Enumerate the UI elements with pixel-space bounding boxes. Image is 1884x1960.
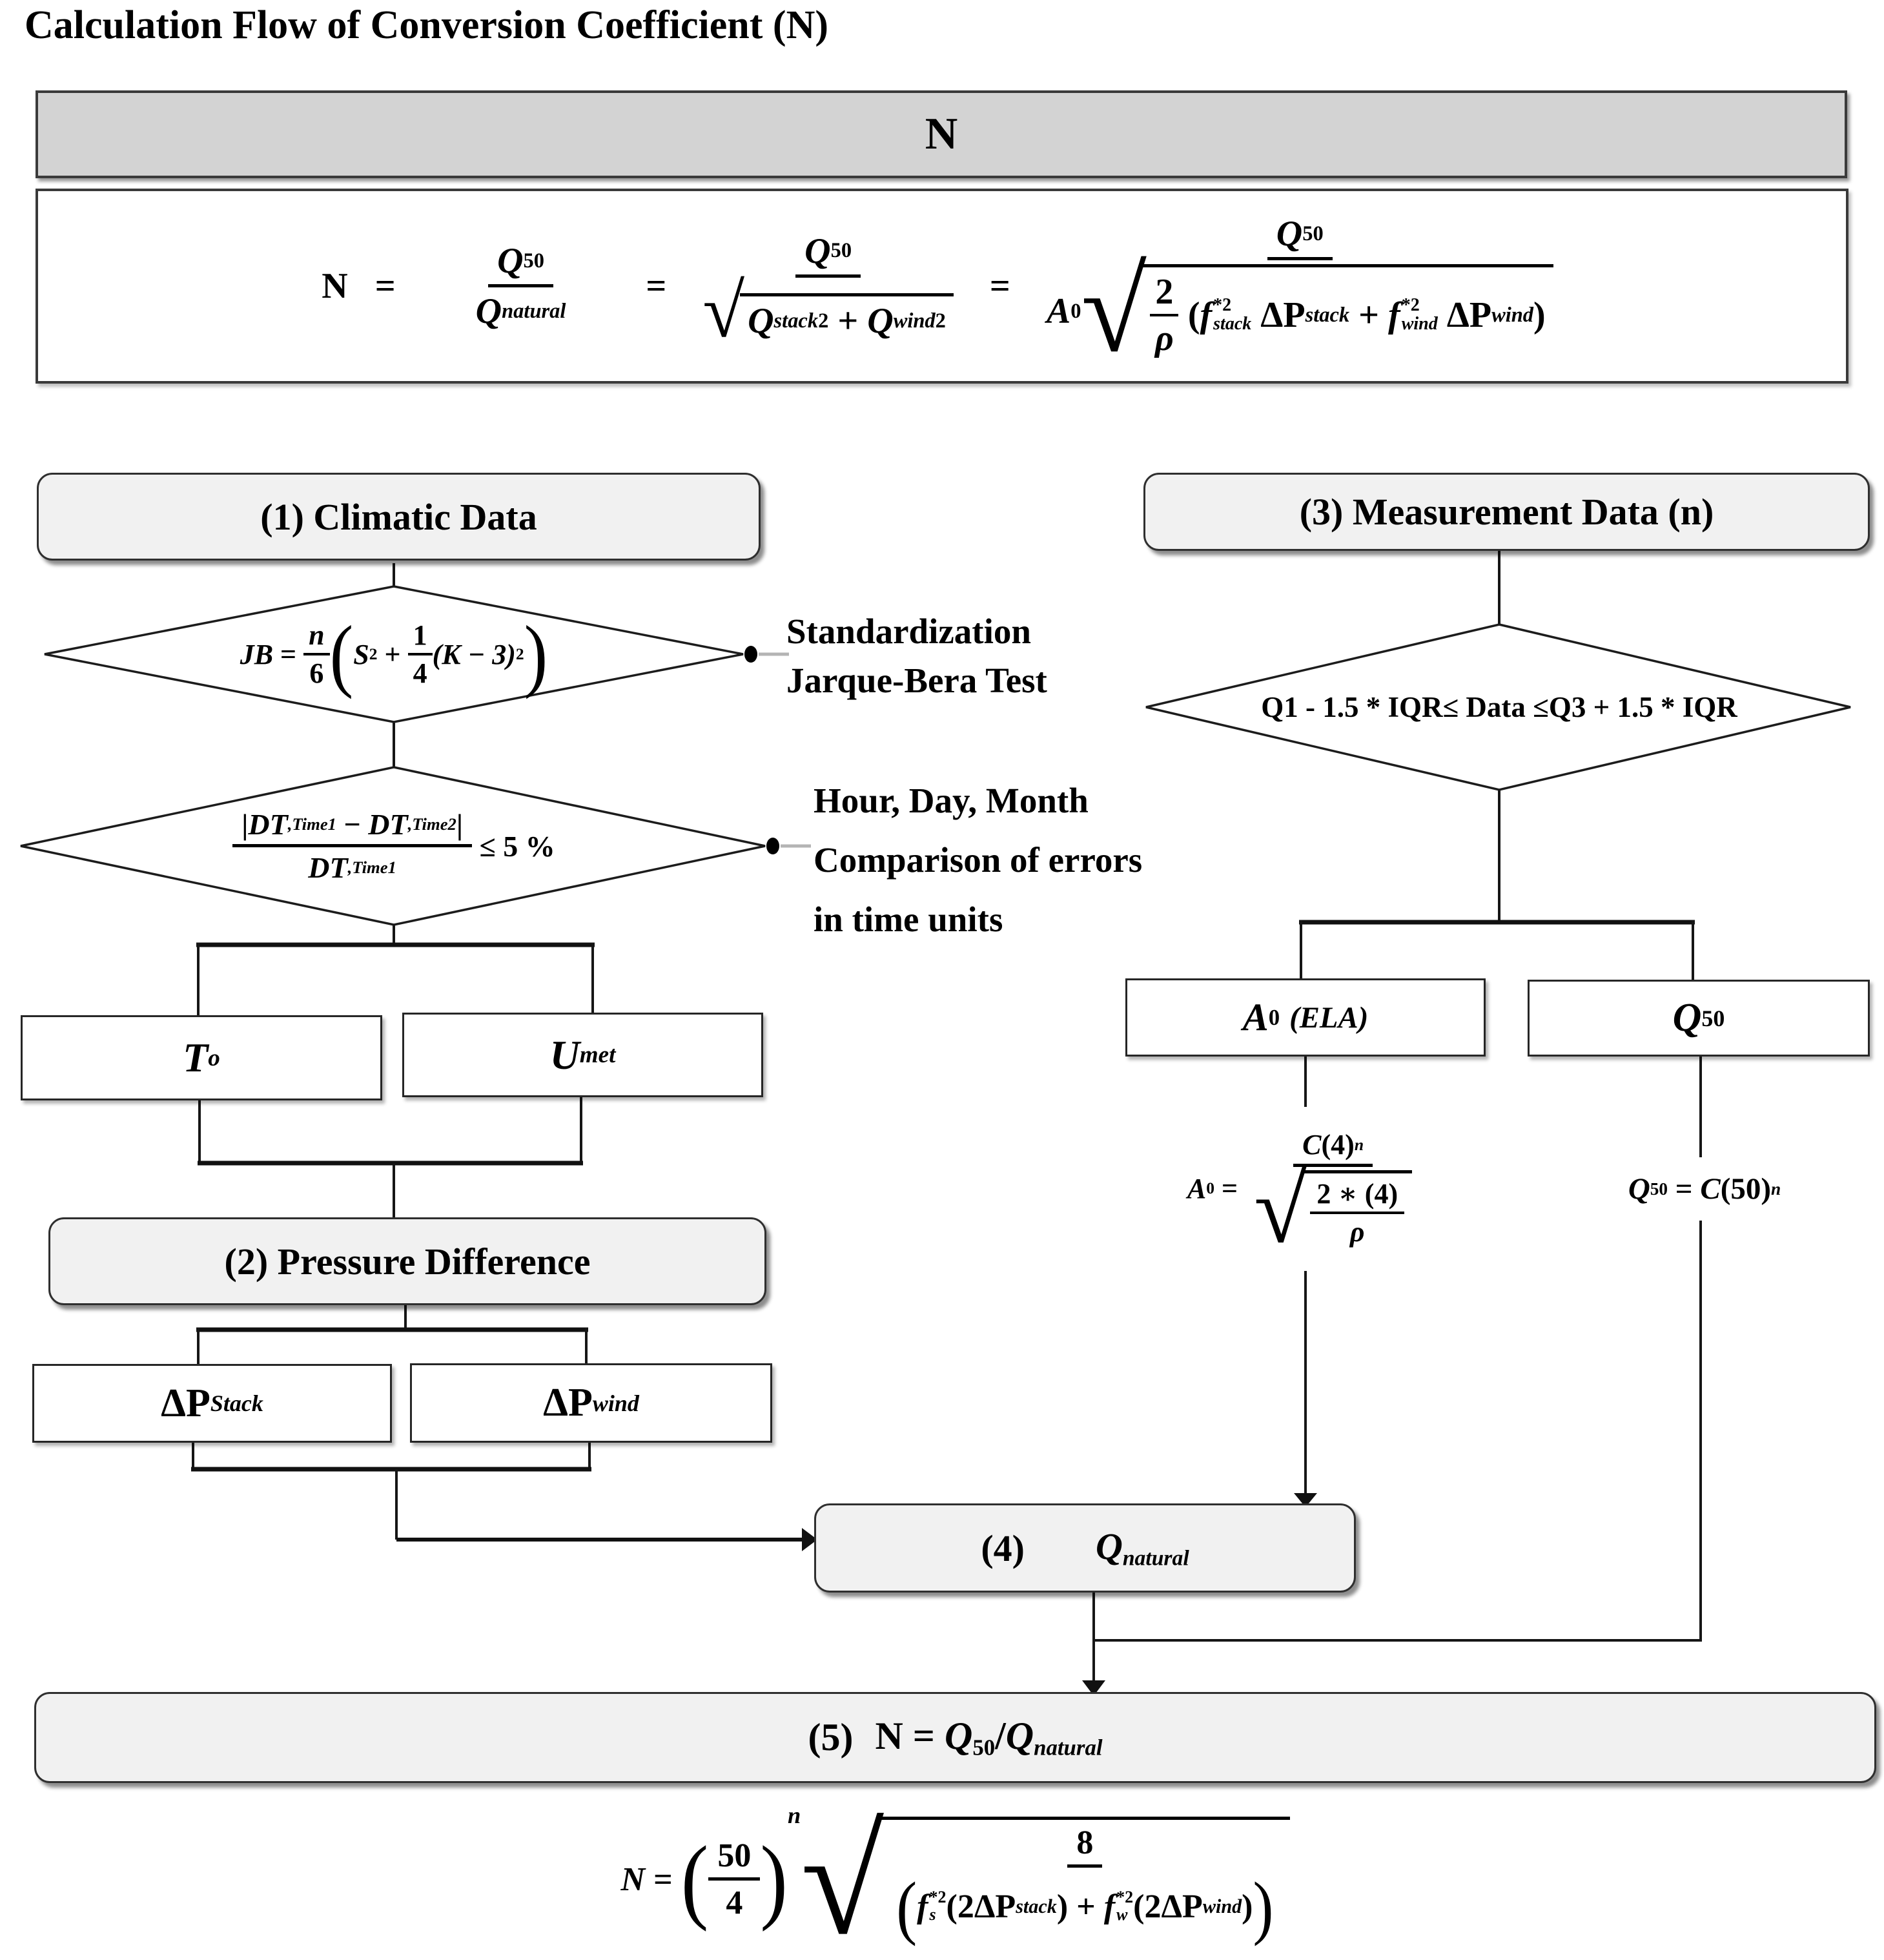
radical-sign: √: [1254, 1156, 1307, 1263]
iqr-condition: Q1 - 1.5 * IQR≤ Data ≤Q3 + 1.5 * IQR: [1261, 691, 1737, 723]
radical: √ $\frac{2 ∗ (4)}{\rho}$: [1254, 1170, 1412, 1248]
jarque-bera-formula: JB = $\frac{n}{6}$ ( S 2 + $\frac{1}{4}$ (K − 3) 2 ): [97, 599, 691, 709]
main-equation-box: [36, 189, 1848, 384]
fraction-q50-qnatural: Q 50 Q natural: [475, 241, 566, 331]
box-to: T o: [21, 1015, 382, 1100]
radical-sign: √: [801, 1797, 885, 1960]
box-qnatural-label: Qnatural: [1095, 1525, 1189, 1571]
fraction-q50-sqrt: Q 50 √ Q stack 2 + Q wind 2: [693, 231, 963, 342]
big-paren: ): [1253, 1866, 1274, 1946]
header-n-label: N: [925, 109, 958, 159]
page-title: Calculation Flow of Conversion Coefficient (N): [25, 3, 828, 47]
radical-sign: √: [702, 268, 745, 353]
big-paren: (: [329, 608, 354, 699]
box-qnatural: [814, 1503, 1356, 1593]
callout-dot-1: [744, 646, 757, 663]
big-paren: ): [524, 608, 548, 699]
box-final-n: [34, 1692, 1876, 1783]
note-line: Comparison of errors: [814, 840, 1143, 880]
big-paren: (: [681, 1826, 709, 1932]
note-standardization: [786, 607, 1047, 705]
radical: √ 8 ( f *2 s (2ΔP stack ) + f *2 w (2ΔP wind ) ): [801, 1817, 1290, 1943]
box-dp-wind: ΔP wind: [410, 1363, 772, 1443]
eq-equals: =: [989, 266, 1010, 306]
big-paren: (: [896, 1866, 917, 1946]
note-line: Hour, Day, Month: [814, 781, 1089, 820]
box-dp-stack: ΔP Stack: [32, 1364, 392, 1443]
box-umet: U met: [402, 1013, 763, 1097]
note-line: Standardization: [786, 612, 1031, 651]
radical-sign: √: [1081, 245, 1147, 377]
note-line: Jarque-Bera Test: [786, 661, 1047, 700]
time-error-formula: | DT ,Time1 − DT ,Time2 | DT ,Time1 ≤ 5 %: [71, 787, 717, 905]
eq-lhs: N: [322, 266, 348, 306]
box-measurement-data: [1143, 473, 1870, 551]
callout-dot-2: [766, 838, 779, 854]
box-qnatural-number: (4): [981, 1527, 1025, 1569]
box-a0-ela: A 0 (ELA): [1125, 978, 1486, 1057]
box-climatic-data-label: (1) Climatic Data: [260, 495, 537, 538]
radical: √ $\frac{2}{\rho}$ ( f *2 stack ΔP stack + f *2 wind ΔP wind ): [1081, 263, 1553, 359]
box-climatic-data: [37, 473, 761, 561]
box-final-number: (5): [808, 1716, 854, 1759]
condition-5-percent: ≤ 5 %: [479, 829, 555, 863]
a0-equation: A 0 = C (4) n √ $\frac{2 ∗ (4)}{\rho}$: [1143, 1106, 1466, 1271]
box-pressure-difference-label: (2) Pressure Difference: [224, 1240, 591, 1283]
box-final-label: N = Q50/Qnatural: [875, 1715, 1103, 1760]
note-time-units: [814, 771, 1142, 949]
final-formula: N = ( $\frac{50}{4}$ ) n √ 8 ( f *2 s (2ΔP stack ) + f *2 w (2ΔP wind ) ): [452, 1802, 1459, 1957]
eq-equals: =: [646, 266, 667, 306]
radical: √ Q stack 2 + Q wind 2: [702, 281, 954, 342]
box-measurement-data-label: (3) Measurement Data (n): [1299, 491, 1714, 533]
note-line: in time units: [814, 900, 1003, 939]
fraction-q50-full: Q 50 A 0 √ $\frac{2}{\rho}$ ( f *2 stack ΔP stack + f *2 wind ΔP wind ): [1038, 213, 1562, 359]
header-n-box: [36, 90, 1847, 178]
box-pressure-difference: [48, 1217, 766, 1305]
box-q50: Q 50: [1528, 980, 1870, 1057]
eq-equals: =: [374, 266, 396, 306]
big-paren: ): [760, 1826, 788, 1932]
exponent-n: n: [787, 1802, 801, 1828]
q50-equation: Q 50 = C (50) n: [1628, 1172, 1781, 1206]
